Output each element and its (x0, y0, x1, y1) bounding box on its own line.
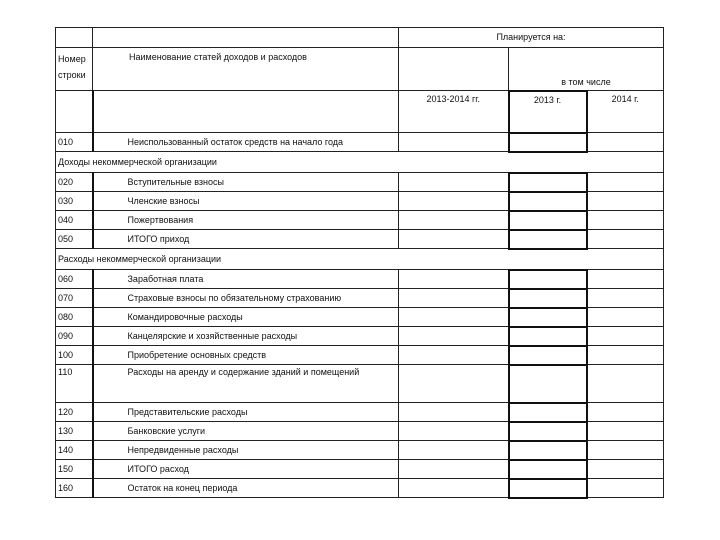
section-title: Расходы некоммерческой организации (56, 249, 664, 270)
year-2014-cell[interactable] (587, 327, 664, 346)
year-2014-cell[interactable] (587, 230, 664, 249)
item-name: Банковские услуги (93, 422, 399, 441)
year-2014-cell[interactable] (587, 192, 664, 211)
header-row-2 (56, 48, 664, 91)
table-row (56, 365, 664, 403)
year-2014-cell[interactable] (587, 460, 664, 479)
row-number: 020 (56, 173, 93, 192)
period-total-cell[interactable] (399, 133, 509, 152)
period-total-cell[interactable] (399, 270, 509, 289)
row-number: 150 (56, 460, 93, 479)
year-2014-header: 2014 г. (587, 91, 664, 133)
row-number: 110 (56, 365, 93, 403)
year-2013-cell[interactable] (509, 308, 587, 327)
year-2013-cell[interactable] (509, 441, 587, 460)
row-number: 010 (56, 133, 93, 152)
row-number: 040 (56, 211, 93, 230)
period-total-cell[interactable] (399, 211, 509, 230)
section-title: Доходы некоммерческой организации (56, 152, 664, 173)
year-2013-cell[interactable] (509, 211, 587, 230)
item-name: Приобретение основных средств (93, 346, 399, 365)
year-2014-cell[interactable] (587, 346, 664, 365)
budget-table (55, 27, 664, 499)
item-name: Членские взносы (93, 192, 399, 211)
year-2013-cell[interactable] (509, 270, 587, 289)
year-2014-cell[interactable] (587, 289, 664, 308)
row-number: 120 (56, 403, 93, 422)
row-number: 080 (56, 308, 93, 327)
period-total-cell[interactable] (399, 327, 509, 346)
table-row (56, 270, 664, 289)
year-2014-cell[interactable] (587, 403, 664, 422)
table-row (56, 460, 664, 479)
period-total-cell[interactable] (399, 365, 509, 403)
table-row (56, 346, 664, 365)
table-row (56, 133, 664, 152)
year-2014-cell[interactable] (587, 173, 664, 192)
period-total-cell[interactable] (399, 441, 509, 460)
year-2014-cell[interactable] (587, 441, 664, 460)
table-row (56, 173, 664, 192)
including-label: в том числе (509, 48, 664, 91)
year-2014-cell[interactable] (587, 270, 664, 289)
row-number: 130 (56, 422, 93, 441)
item-name: ИТОГО расход (93, 460, 399, 479)
year-2013-cell[interactable] (509, 346, 587, 365)
item-name: Представительские расходы (93, 403, 399, 422)
table-row (56, 289, 664, 308)
item-name: Вступительные взносы (93, 173, 399, 192)
year-2013-cell[interactable] (509, 289, 587, 308)
period-total-cell[interactable] (399, 479, 509, 498)
header-cell-empty (399, 48, 509, 91)
row-number: 060 (56, 270, 93, 289)
year-2013-cell[interactable] (509, 133, 587, 152)
table-row (56, 441, 664, 460)
year-2013-cell[interactable] (509, 230, 587, 249)
header-cell-empty (56, 91, 93, 133)
planned-label: Планируется на: (399, 28, 664, 48)
year-2014-cell[interactable] (587, 308, 664, 327)
table-row (56, 308, 664, 327)
period-total-cell[interactable] (399, 289, 509, 308)
table-row (56, 479, 664, 498)
year-2013-cell[interactable] (509, 327, 587, 346)
period-total-header: 2013-2014 гг. (399, 91, 509, 133)
year-2013-cell[interactable] (509, 173, 587, 192)
year-2014-cell[interactable] (587, 365, 664, 403)
row-number: 090 (56, 327, 93, 346)
period-total-cell[interactable] (399, 230, 509, 249)
year-2014-cell[interactable] (587, 133, 664, 152)
item-name: Заработная плата (93, 270, 399, 289)
item-name: Командировочные расходы (93, 308, 399, 327)
row-number: 070 (56, 289, 93, 308)
table-row (56, 403, 664, 422)
period-total-cell[interactable] (399, 308, 509, 327)
table-row (56, 422, 664, 441)
year-2013-cell[interactable] (509, 403, 587, 422)
row-number: 050 (56, 230, 93, 249)
item-name: Неиспользованный остаток средств на начало года (93, 133, 399, 152)
row-number: 140 (56, 441, 93, 460)
year-2014-cell[interactable] (587, 479, 664, 498)
item-name: Канцелярские и хозяйственные расходы (93, 327, 399, 346)
item-name: ИТОГО приход (93, 230, 399, 249)
year-2014-cell[interactable] (587, 211, 664, 230)
header-cell-empty (93, 91, 399, 133)
row-number: 160 (56, 479, 93, 498)
item-name: Непредвиденные расходы (93, 441, 399, 460)
item-name: Расходы на аренду и содержание зданий и помещений (93, 365, 399, 403)
year-2013-cell[interactable] (509, 192, 587, 211)
section-row (56, 249, 664, 270)
header-cell-empty (93, 28, 399, 48)
row-number: 100 (56, 346, 93, 365)
year-2013-cell[interactable] (509, 422, 587, 441)
item-name: Страховые взносы по обязательному страхованию (93, 289, 399, 308)
section-row (56, 152, 664, 173)
header-cell-empty (56, 28, 93, 48)
year-2014-cell[interactable] (587, 422, 664, 441)
row-number: 030 (56, 192, 93, 211)
item-name: Остаток на конец периода (93, 479, 399, 498)
table-row (56, 211, 664, 230)
year-2013-cell[interactable] (509, 365, 587, 403)
period-total-cell[interactable] (399, 173, 509, 192)
period-total-cell[interactable] (399, 192, 509, 211)
period-total-cell[interactable] (399, 460, 509, 479)
header-row-1 (56, 28, 664, 48)
table-row (56, 230, 664, 249)
item-name: Пожертвования (93, 211, 399, 230)
period-total-cell[interactable] (399, 422, 509, 441)
item-name-header: Наименование статей доходов и расходов (93, 48, 399, 91)
period-total-cell[interactable] (399, 403, 509, 422)
period-total-cell[interactable] (399, 346, 509, 365)
year-2013-header: 2013 г. (509, 91, 587, 133)
row-number-header: Номер строки (56, 48, 93, 91)
table-row (56, 192, 664, 211)
table-row (56, 327, 664, 346)
year-2013-cell[interactable] (509, 460, 587, 479)
header-row-3 (56, 91, 664, 133)
year-2013-cell[interactable] (509, 479, 587, 498)
